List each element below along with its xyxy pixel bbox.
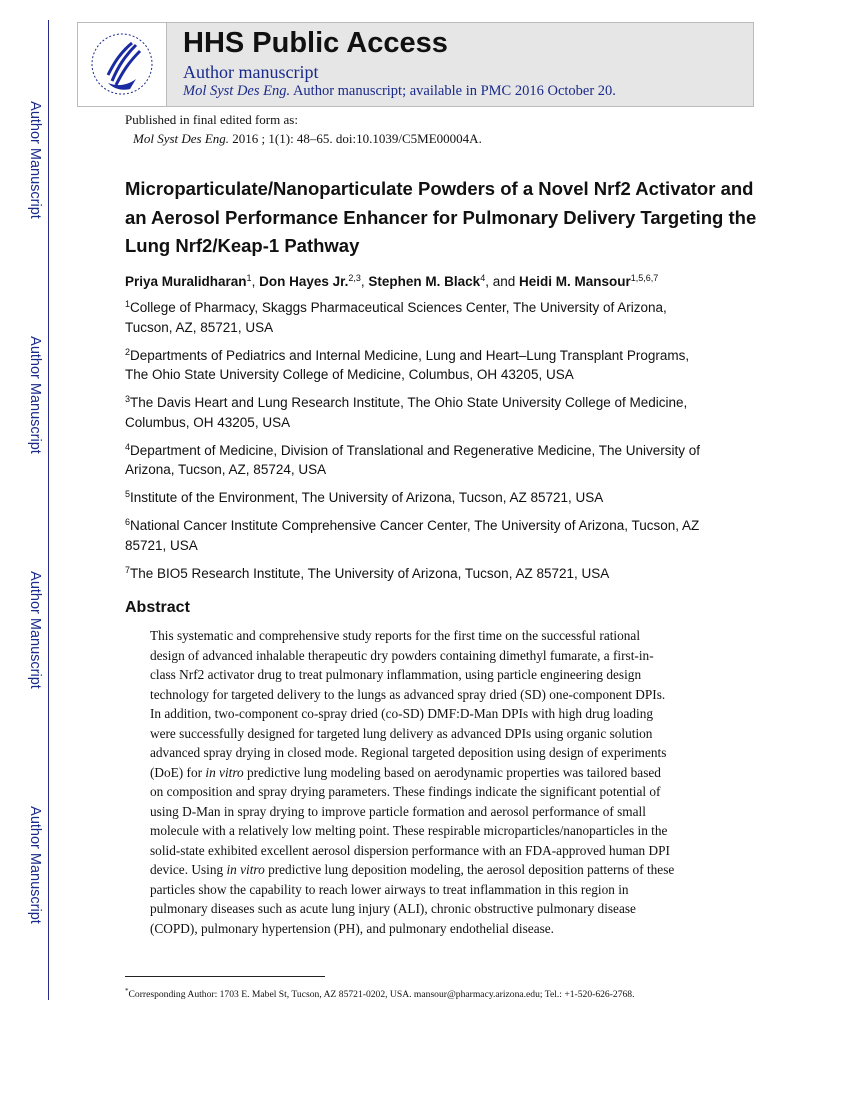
side-label-text: Author Manuscript <box>27 101 43 219</box>
abstract-text: on composition and spray drying parameters. These findings indicate the significant potential of <box>150 784 661 799</box>
affiliation-mark: 1 <box>125 299 131 309</box>
abstract-text: in vitro <box>226 862 265 877</box>
author-list <box>125 274 658 289</box>
abstract-line <box>150 685 674 705</box>
availability-line <box>183 83 616 100</box>
author-affiliation-mark: 1 <box>246 273 252 283</box>
affiliation-mark: 2 <box>125 346 131 357</box>
footnote <box>125 989 635 1000</box>
abstract-line <box>150 919 674 939</box>
abstract-line <box>150 860 674 880</box>
abstract-text: advanced spray drying in closed mode. Regional targeted deposition using design of experiments <box>150 745 667 760</box>
margin-rule <box>48 20 49 1000</box>
affiliation <box>125 346 700 385</box>
affiliation-line: National Cancer Institute Comprehensive Cancer Center, The University of Arizona, Tucson, AZ <box>130 518 700 533</box>
abstract-text: were successfully designed for targeted lung delivery as advanced DPIs using organic solution <box>150 725 653 741</box>
affiliation <box>125 393 700 432</box>
abstract-text: (DoE) for <box>150 764 206 780</box>
affiliation <box>125 298 700 337</box>
affiliation-line: The Davis Heart and Lung Research Institute, The Ohio State University College of Medicine, <box>130 395 688 410</box>
affiliation-line: Institute of the Environment, The University of Arizona, Tucson, AZ 85721, USA <box>130 490 604 505</box>
affiliation-line: Tucson, AZ, 85721, USA <box>125 319 274 335</box>
affiliations <box>125 298 700 592</box>
affiliation-line: Columbus, OH 43205, USA <box>125 414 291 430</box>
abstract-text: In addition, two-component co-spray dried (co-SD) DMF:D-Man DPIs with high drug loading <box>150 706 653 721</box>
abstract-line <box>150 724 674 744</box>
abstract-text: class Nrf2 activator drug to treat pulmonary inflammation, using particle engineering design <box>150 667 642 682</box>
abstract-line <box>150 880 674 900</box>
hhs-title: HHS Public Access <box>183 27 448 59</box>
abstract-line <box>150 704 674 724</box>
abstract-line <box>150 821 674 841</box>
abstract-heading: Abstract <box>125 599 190 616</box>
affiliation <box>125 516 700 555</box>
manuscript-label: Author manuscript <box>183 62 319 82</box>
affiliation <box>125 441 700 480</box>
affiliation-mark: 6 <box>125 517 131 527</box>
author-separator: , <box>251 274 260 289</box>
abstract-line <box>150 802 674 822</box>
affiliation-line: 85721, USA <box>125 537 198 553</box>
footnote-mark: * <box>125 987 129 995</box>
affiliation-line: Departments of Pediatrics and Internal Medicine, Lung and Heart–Lung Transplant Programs, <box>130 347 690 363</box>
abstract-line <box>150 841 674 861</box>
published-label: Published in final edited form as: <box>125 112 298 127</box>
author-affiliation-mark: 2,3 <box>348 273 361 283</box>
author-separator: , and <box>485 274 519 289</box>
affiliation-line: College of Pharmacy, Skaggs Pharmaceutical Sciences Center, The University of Arizona, <box>130 300 667 315</box>
abstract-text: technology for targeted delivery to the lungs as advanced spray dried (SD) one-component DPIs. <box>150 686 666 702</box>
affiliation-line: Department of Medicine, Division of Translational and Regenerative Medicine, The University of <box>130 442 701 458</box>
abstract-line <box>150 899 674 919</box>
abstract-text: (COPD), pulmonary hypertension (PH), and pulmonary endothelial disease. <box>150 920 554 936</box>
abstract-text: predictive lung modeling based on aerodynamic properties was tailored based <box>243 764 661 780</box>
abstract-line <box>150 646 674 666</box>
author-name: Don Hayes Jr. <box>259 274 349 289</box>
affiliation-mark: 7 <box>125 564 131 575</box>
citation-text: 2016 ; 1(1): 48–65. doi:10.1039/C5ME00004A. <box>229 131 482 146</box>
abstract-body <box>150 626 674 938</box>
abstract-line <box>150 665 674 685</box>
abstract-text: molecule with a relatively low melting point. These respirable microparticles/nanoparticles in the <box>150 823 668 838</box>
abstract-text: pulmonary diseases such as acute lung injury (ALI), chronic obstructive pulmonary disease <box>150 901 636 916</box>
hhs-logo-icon <box>78 23 167 106</box>
author-affiliation-mark: 1,5,6,7 <box>630 273 659 283</box>
abstract-text: solid-state exhibited excellent aerosol dispersion performance with an FDA-approved human DPI <box>150 842 670 858</box>
abstract-text: design of advanced inhalable therapeutic dry powders containing dimethyl fumarate, a first-in- <box>150 647 654 663</box>
author-name: Priya Muralidharan <box>125 274 247 289</box>
abstract-text: using D-Man in spray drying to improve particle formation and aerosol performance of small <box>150 803 646 819</box>
article-title: Microparticulate/Nanoparticulate Powders of a Novel Nrf2 Activator and an Aerosol Performance Enhancer for Pulmonary Delivery Targeting the Lung Nrf2/Keap-1 Pathway <box>125 178 757 256</box>
footnote-rule <box>125 976 325 977</box>
hhs-header <box>77 22 754 107</box>
affiliation <box>125 564 700 584</box>
author-name: Heidi M. Mansour <box>518 274 631 289</box>
abstract-text: in vitro <box>205 764 244 780</box>
affiliation-line: The BIO5 Research Institute, The University of Arizona, Tucson, AZ 85721, USA <box>130 565 610 581</box>
published-citation <box>125 110 482 148</box>
abstract-line <box>150 782 674 802</box>
availability-text: Author manuscript; available in PMC 2016 October 20. <box>290 83 616 99</box>
author-name: Stephen M. Black <box>368 274 481 289</box>
author-separator: , <box>360 274 369 289</box>
abstract-text: device. Using <box>150 862 227 877</box>
journal-name: Mol Syst Des Eng. <box>183 83 291 99</box>
abstract-line <box>150 743 674 763</box>
abstract-text: particles show the capability to reach lower airways to treat inflammation in this region in <box>150 881 629 897</box>
journal-name: Mol Syst Des Eng. <box>133 131 230 146</box>
affiliation-line: The Ohio State University College of Medicine, Columbus, OH 43205, USA <box>125 367 574 382</box>
abstract-line <box>150 763 674 783</box>
affiliation-mark: 4 <box>125 441 131 452</box>
affiliation-mark: 3 <box>125 394 131 404</box>
affiliation <box>125 488 700 508</box>
affiliation-line: Arizona, Tucson, AZ, 85724, USA <box>125 462 327 477</box>
author-affiliation-mark: 4 <box>480 273 486 283</box>
abstract-text: predictive lung deposition modeling, the aerosol deposition patterns of these <box>264 862 675 877</box>
side-label-text: Author Manuscript <box>27 806 43 924</box>
abstract-line <box>150 626 674 646</box>
footnote-text: Corresponding Author: 1703 E. Mabel St, Tucson, AZ 85721-0202, USA. mansour@pharmacy.arizona.edu; Tel.: +1-520-626-2768. <box>128 989 635 1000</box>
side-label-text: Author Manuscript <box>27 336 43 454</box>
affiliation-mark: 5 <box>125 489 131 499</box>
side-label-text: Author Manuscript <box>27 571 43 689</box>
abstract-text: This systematic and comprehensive study reports for the first time on the successful rational <box>150 628 641 643</box>
